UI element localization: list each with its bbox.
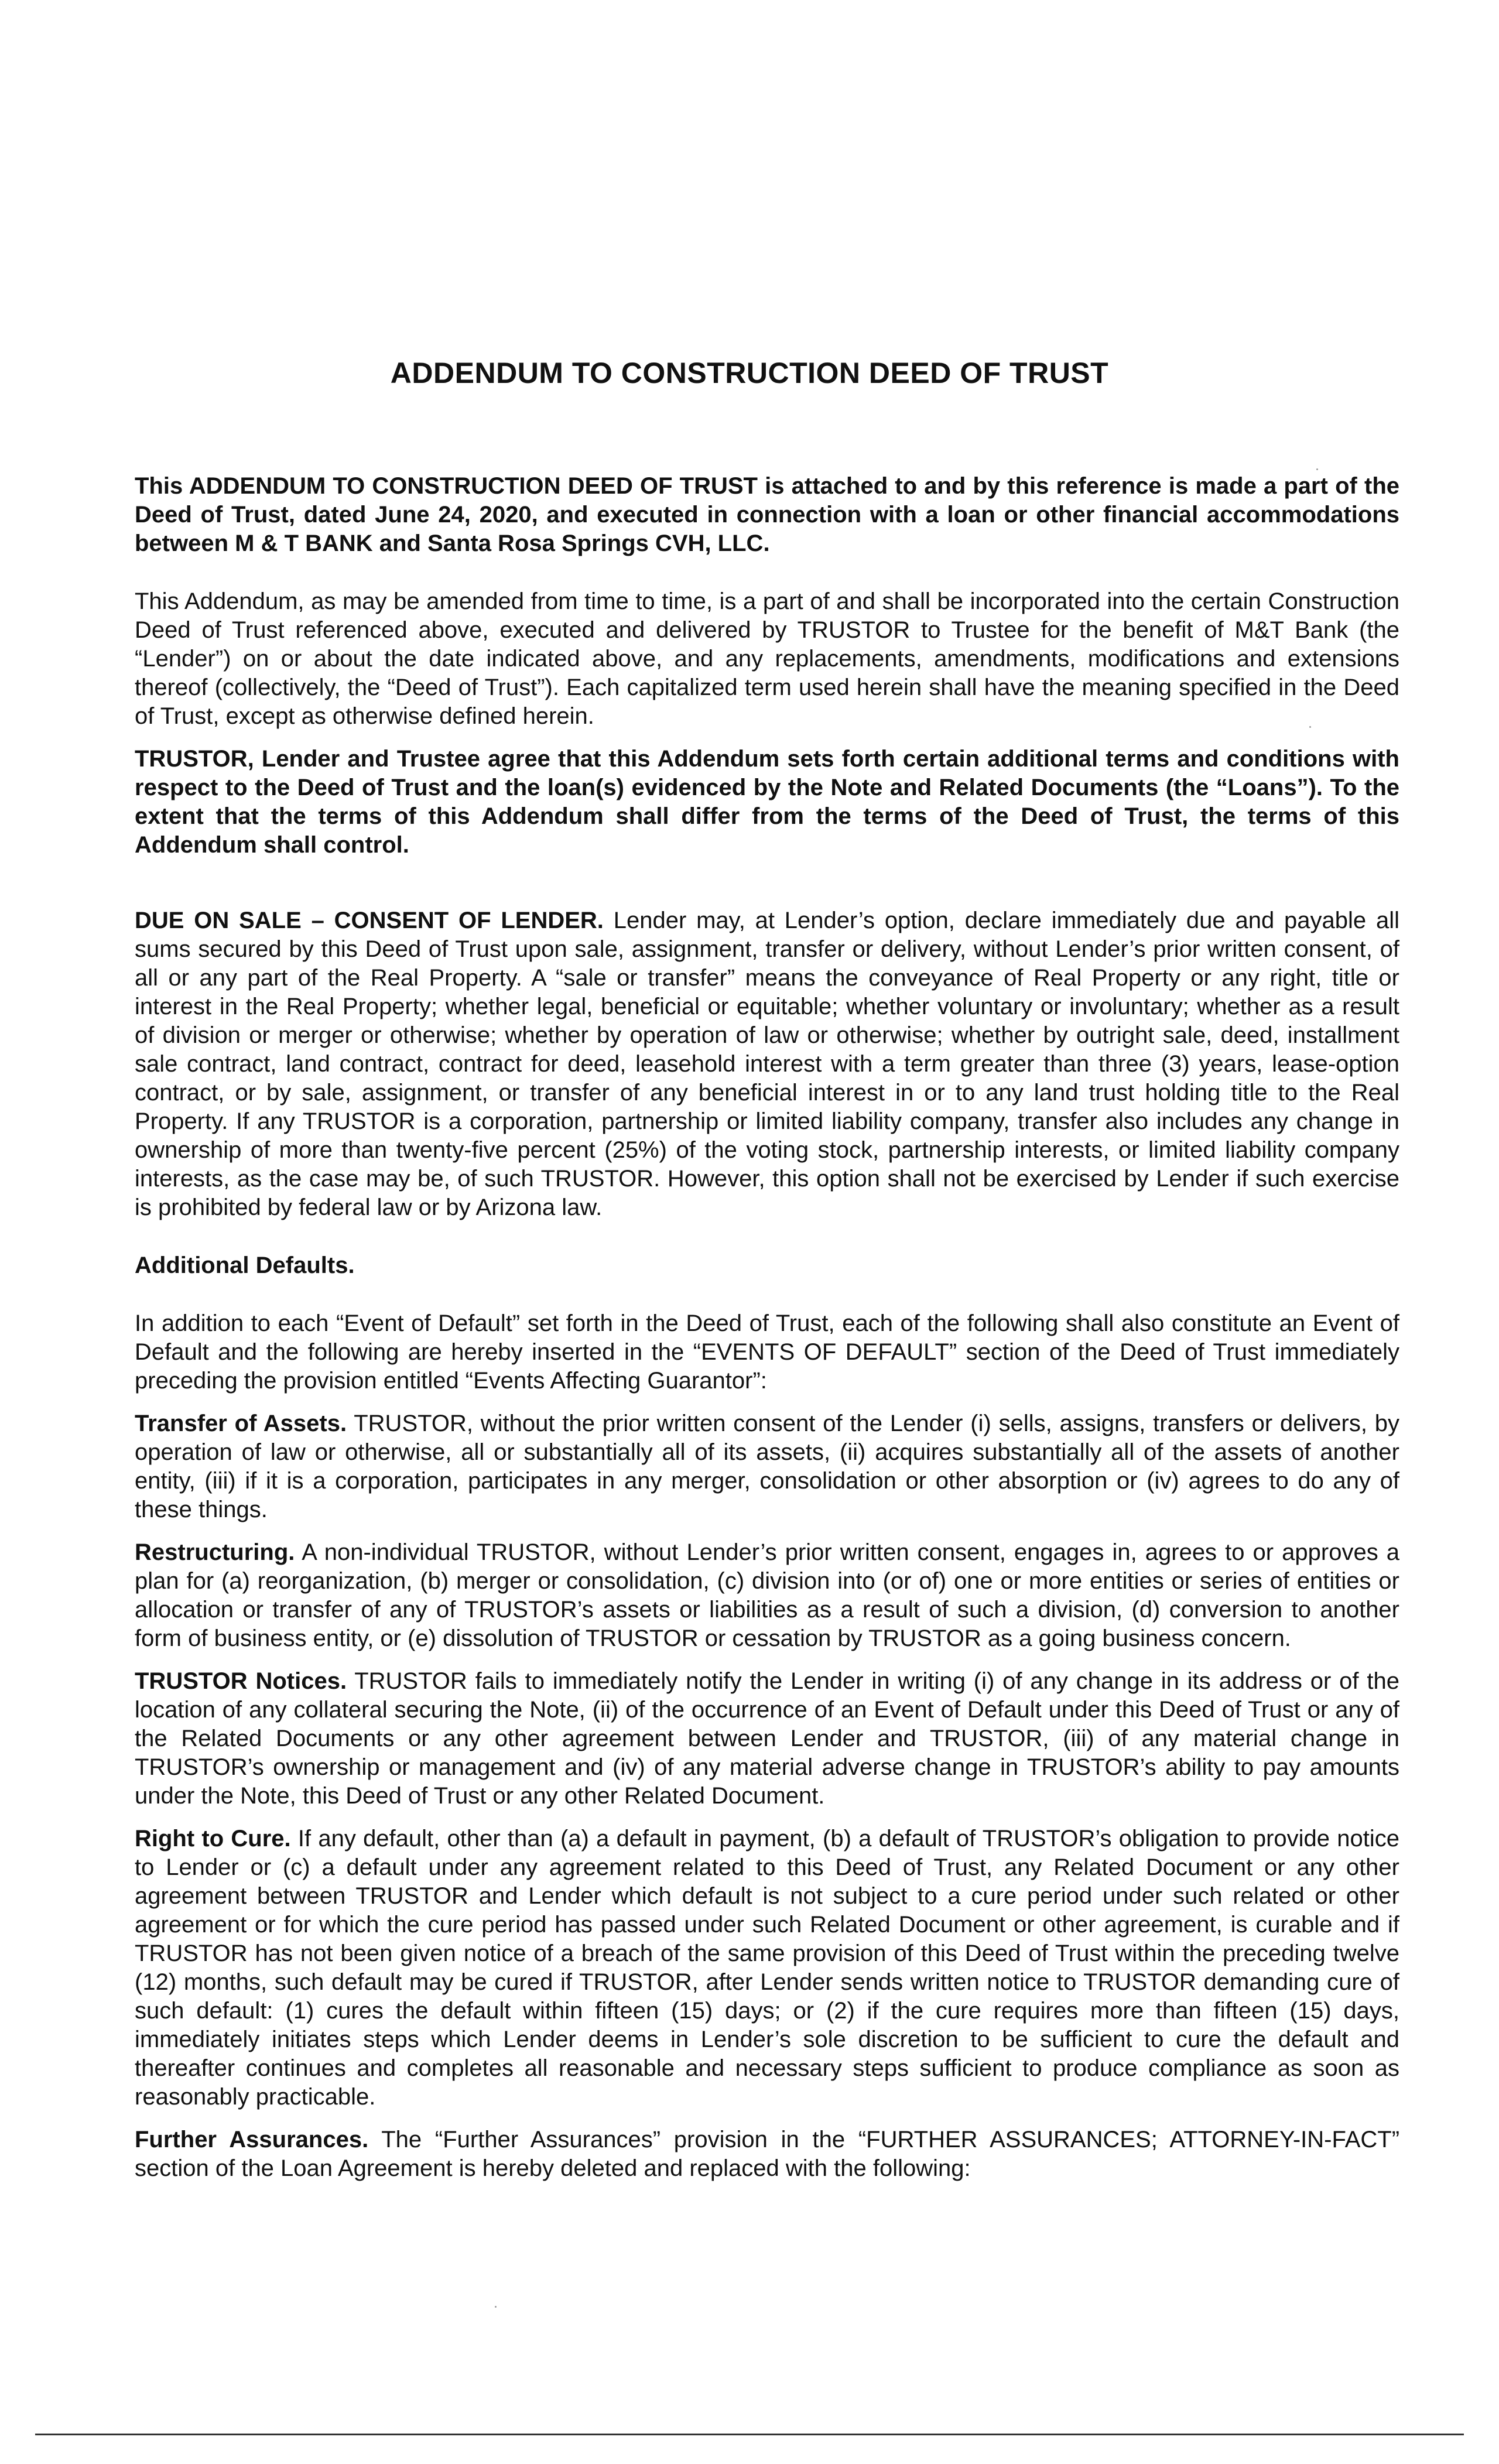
scan-speck bbox=[495, 2306, 497, 2308]
trustor-notices-text: TRUSTOR fails to immediately notify the Lender in writing (i) of any change in its address or of the location of any collateral securing the Note, (ii) of the occurrence of an Event of Default under this Deed of Trust or any of the Related Documents or any other agreement between Lender and TRUSTOR, (iii) of any material change in TRUSTOR’s ownership or management and (iv) of any material adverse change in TRUSTOR’s ability to pay amounts under the Note, this Deed of Trust or any other Related Document. bbox=[135, 1668, 1399, 1809]
restructuring-heading: Restructuring. bbox=[135, 1539, 295, 1565]
due-on-sale-section bbox=[135, 906, 1399, 1222]
trustor-notices-section bbox=[135, 1667, 1399, 1811]
scan-speck bbox=[1316, 468, 1318, 470]
addendum-paragraph: This Addendum, as may be amended from time to time, is a part of and shall be incorporated into the certain Construction Deed of Trust referenced above, executed and delivered by TRUSTOR to Trustee for the benefit of M&T Bank (the “Lender”) on or about the date indicated above, and any replacements, amendments, modifications and extensions thereof (collectively, the “Deed of Trust”). Each capitalized term used herein shall have the meaning specified in the Deed of Trust, except as otherwise defined herein. bbox=[135, 588, 1399, 729]
document-body bbox=[135, 472, 1399, 2183]
right-to-cure-heading: Right to Cure. bbox=[135, 1826, 291, 1852]
transfer-of-assets-heading: Transfer of Assets. bbox=[135, 1411, 347, 1436]
footer-rule bbox=[35, 2434, 1464, 2435]
due-on-sale-heading: DUE ON SALE – CONSENT OF LENDER. bbox=[135, 908, 604, 933]
intro-paragraph: This ADDENDUM TO CONSTRUCTION DEED OF TRUST is attached to and by this reference is made a part of the Deed of Trust, dated June 24, 2020, and executed in connection with a loan or other financial accommodations between M & T BANK and Santa Rosa Springs CVH, LLC. bbox=[135, 473, 1399, 556]
transfer-of-assets-section bbox=[135, 1409, 1399, 1524]
right-to-cure-text: If any default, other than (a) a default in payment, (b) a default of TRUSTOR’s obligation to provide notice to Lender or (c) a default under any agreement related to this Deed of Trust, any Related Document or any other agreement between TRUSTOR and Lender which default is not subject to a cure period under such related or other agreement or for which the cure period has passed under such Related Document or other agreement, is curable and if TRUSTOR has not been given notice of a breach of the same provision of this Deed of Trust within the preceding twelve (12) months, such default may be cured if TRUSTOR, after Lender sends written notice to TRUSTOR demanding cure of such default: (1) cures the default within fifteen (15) days; or (2) if the cure requires more than fifteen (15) days, immediately initiates steps which Lender deems in Lender’s sole discretion to be sufficient to cure the default and thereafter continues and completes all reasonable and necessary steps sufficient to produce compliance as soon as reasonably practicable. bbox=[135, 1826, 1399, 2110]
additional-defaults-heading: Additional Defaults. bbox=[135, 1252, 355, 1278]
due-on-sale-text: Lender may, at Lender’s option, declare immediately due and payable all sums secured by this Deed of Trust upon sale, assignment, transfer or delivery, without Lender’s prior written consent, of all or any part of the Real Property. A “sale or transfer” means the conveyance of Real Property or any right, title or interest in the Real Property; whether legal, beneficial or equitable; whether voluntary or involuntary; whether as a result of division or merger or otherwise; whether by operation of law or otherwise; whether by outright sale, deed, installment sale contract, land contract, contract for deed, leasehold interest with a term greater than three (3) years, lease-option contract, or by sale, assignment, or transfer of any beneficial interest in or to any land trust holding title to the Real Property. If any TRUSTOR is a corporation, partnership or limited liability company, transfer also includes any change in ownership of more than twenty-five percent (25%) of the voting stock, partnership interests, or limited liability company interests, as the case may be, of such TRUSTOR. However, this option shall not be exercised by Lender if such exercise is prohibited by federal law or by Arizona law. bbox=[135, 908, 1399, 1220]
restructuring-section bbox=[135, 1538, 1399, 1653]
scan-speck bbox=[1309, 726, 1311, 728]
additional-defaults-text: In addition to each “Event of Default” set forth in the Deed of Trust, each of the following shall also constitute an Event of Default and the following are hereby inserted in the “EVENTS OF DEFAULT” section of the Deed of Trust immediately preceding the provision entitled “Events Affecting Guarantor”: bbox=[135, 1310, 1399, 1394]
further-assurances-text: The “Further Assurances” provision in the “FURTHER ASSURANCES; ATTORNEY-IN-FACT” section of the Loan Agreement is hereby deleted and replaced with the following: bbox=[135, 2127, 1400, 2181]
transfer-of-assets-text: TRUSTOR, without the prior written consent of the Lender (i) sells, assigns, transfers or delivers, by operation of law or otherwise, all or substantially all of its assets, (ii) acquires substantially all of the assets of another entity, (iii) if it is a corporation, participates in any merger, consolidation or other absorption or (iv) agrees to do any of these things. bbox=[135, 1411, 1400, 1522]
document-title: ADDENDUM TO CONSTRUCTION DEED OF TRUST bbox=[390, 357, 1109, 389]
trustor-notices-heading: TRUSTOR Notices. bbox=[135, 1668, 347, 1694]
agreement-paragraph: TRUSTOR, Lender and Trustee agree that this Addendum sets forth certain additional terms and conditions with respect to the Deed of Trust and the loan(s) evidenced by the Note and Related Documents (the “Loans”). To the extent that the terms of this Addendum shall differ from the terms of the Deed of Trust, the terms of this Addendum shall control. bbox=[135, 746, 1399, 858]
restructuring-text: A non-individual TRUSTOR, without Lender’s prior written consent, engages in, agrees to or approves a plan for (a) reorganization, (b) merger or consolidation, (c) division into (or of) one or more entities or series of entities or allocation or transfer of any of TRUSTOR’s assets or liabilities as a result of such a division, (d) conversion to another form of business entity, or (e) dissolution of TRUSTOR or cessation by TRUSTOR as a going business concern. bbox=[135, 1539, 1400, 1651]
right-to-cure-section bbox=[135, 1825, 1399, 2111]
further-assurances-section bbox=[135, 2126, 1399, 2183]
further-assurances-heading: Further Assurances. bbox=[135, 2127, 369, 2152]
